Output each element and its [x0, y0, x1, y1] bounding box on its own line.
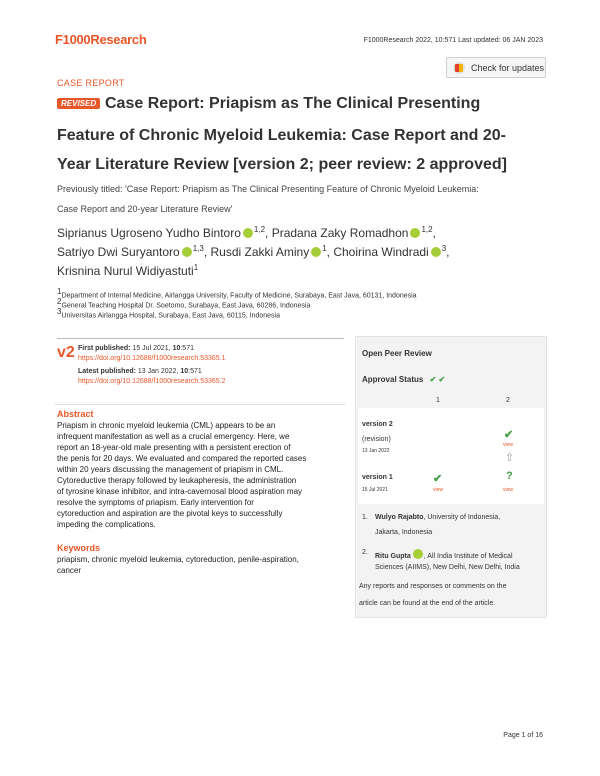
version-2-label[interactable]: version 2: [362, 421, 393, 428]
check-icon: ✔: [438, 375, 446, 384]
abstract-line: of tyrosine kinase inhibitor, and intra-cavernosal blood aspiration may: [57, 487, 303, 496]
affiliation-3: [57, 307, 280, 319]
reviewer-number: 1.: [362, 514, 368, 521]
reviewer-name[interactable]: Ritu Gupta: [375, 553, 411, 560]
abstract-line: Cytoreductive therapy followed by leukapheresis, the administration: [57, 476, 297, 485]
peer-review-heading: Open Peer Review: [362, 349, 432, 358]
first-published-label: First published:: [78, 345, 131, 352]
abstract-line: cytoreduction and aspiration are the pivotal keys to successfully: [57, 509, 283, 518]
view-report-link[interactable]: view: [503, 487, 514, 493]
revised-badge: REVISED: [57, 98, 100, 109]
orcid-icon[interactable]: [431, 247, 441, 257]
author-name[interactable]: Choirina Windradi: [333, 245, 429, 259]
reviewer-1: [375, 514, 500, 521]
abstract-heading: Abstract: [57, 409, 94, 419]
previous-title-line-2: Case Report and 20-year Literature Review': [57, 204, 233, 214]
affil-num: 1: [57, 287, 62, 296]
page-number: Page 1 of 16: [503, 732, 543, 739]
latest-published-date: 13 Jan 2022,: [137, 368, 179, 375]
reviewer-number: 2.: [362, 549, 368, 556]
authors-line-3: [57, 263, 198, 278]
question-icon: ?: [506, 470, 513, 482]
first-published-date: 15 Jul 2021,: [132, 345, 171, 352]
abstract-line: Priapism in chronic myeloid leukemia (CML) appears to be an: [57, 421, 276, 430]
orcid-icon[interactable]: [413, 549, 423, 559]
orcid-icon[interactable]: [243, 228, 253, 238]
citation-header: F1000Research 2022, 10:571 Last updated: 06 JAN 2023: [363, 37, 543, 44]
orcid-icon[interactable]: [410, 228, 420, 238]
orcid-icon[interactable]: [311, 247, 321, 257]
version-2-sub: (revision): [362, 436, 391, 443]
view-report-link[interactable]: view: [503, 442, 514, 448]
abstract-line: report an 18-year-old male presenting with a persistent erection of: [57, 443, 291, 452]
affil-text: General Teaching Hospital Dr. Soetomo, Surabaya, East Java, 60286, Indonesia: [61, 302, 311, 310]
author-name[interactable]: Siprianus Ugroseno Yudho Bintoro: [57, 226, 241, 240]
version-badge: v2: [57, 344, 75, 361]
check-icon: ✔: [429, 375, 437, 384]
version-1-label[interactable]: version 1: [362, 474, 393, 481]
affil-text: Universitas Airlangga Hospital, Surabaya, East Java, 60115, Indonesia: [61, 312, 281, 320]
latest-published-page: :571: [188, 368, 202, 375]
first-published-volume: 10: [172, 345, 181, 352]
arrow-up-icon: ⇧: [505, 452, 515, 464]
check-icon: ✔: [504, 429, 514, 441]
peer-review-note-line: article can be found at the end of the article.: [359, 600, 496, 607]
affil-text: Department of Internal Medicine, Airlangga University, Faculty of Medicine, Surabaya, East Java, 60131, Indonesia: [61, 292, 417, 300]
view-report-link[interactable]: view: [433, 487, 444, 493]
reviewer-affiliation: , All India Institute of Medical: [423, 553, 513, 560]
first-published-page: :571: [180, 345, 194, 352]
reviewer-col-1: 1: [436, 397, 440, 404]
authors-line-2: Satriyo Dwi Suryantoro $^{1,3}$, Rusdi Zakki Aminy $^1$, Choirina Windradi $^3$,: [57, 244, 450, 259]
authors-line-1: Siprianus Ugroseno Yudho Bintoro $^{1,2}$, Pradana Zaky Romadhon $^{1,2}$,: [57, 225, 436, 240]
latest-published-volume: 10: [180, 368, 189, 375]
divider: [57, 338, 344, 339]
peer-review-note-line: Any reports and responses or comments on the: [359, 583, 507, 590]
abstract-line: impeding the complications.: [57, 520, 156, 529]
abstract-line: resolve the symptoms of priapism. Early intervention for: [57, 498, 254, 507]
check-icon: ✔: [433, 473, 443, 485]
abstract-line: the penis for 20 days. We evaluated and compared the reported cases: [57, 454, 307, 463]
latest-doi-link[interactable]: https://doi.org/10.12688/f1000research.53365.2: [78, 378, 226, 385]
author-affil-sup: 1,2: [253, 225, 266, 234]
previous-title-line-1: Previously titled: 'Case Report: Priapism as The Clinical Presenting Feature of Chronic Myeloid Leukemia:: [57, 184, 479, 194]
keywords-line: cancer: [57, 566, 82, 575]
keywords-line: priapism, chronic myeloid leukemia, cytoreduction, penile-aspiration,: [57, 555, 299, 564]
author-affil-sup: 1,3: [192, 244, 204, 253]
latest-published: [78, 368, 202, 375]
author-affil-sup: 1: [193, 263, 199, 272]
author-name[interactable]: Rusdi Zakki Aminy: [210, 245, 310, 259]
abstract-line: infrequent manifestation as well as a crucial emergency. Here, we: [57, 432, 290, 441]
version-2-date: 13 Jan 2022: [362, 448, 390, 454]
author-affil-sup: 1,2: [421, 225, 433, 234]
author-name[interactable]: Krisnina Nurul Widiyastuti: [57, 264, 194, 278]
article-type-label: CASE REPORT: [57, 78, 125, 88]
author-name[interactable]: Pradana Zaky Romadhon: [271, 226, 409, 240]
reviewer-col-2: 2: [506, 397, 510, 404]
reviewer-name[interactable]: Wulyo Rajabto: [375, 514, 424, 521]
author-affil-sup: 3: [441, 244, 447, 253]
title-line-1: Case Report: Priapism as The Clinical Presenting: [105, 95, 481, 112]
approval-status: [362, 375, 445, 384]
abstract-line: within 20 years discussing the management of priapism in CML.: [57, 465, 284, 474]
orcid-icon[interactable]: [182, 247, 192, 257]
first-published: [78, 345, 194, 352]
check-for-updates-label: Check for updates: [471, 62, 545, 73]
crossmark-icon: [453, 62, 465, 74]
title-line-2: Feature of Chronic Myeloid Leukemia: Case Report and 20-: [57, 127, 506, 144]
keywords-heading: Keywords: [57, 543, 101, 553]
check-for-updates-button[interactable]: [446, 57, 546, 78]
title-line-3: Year Literature Review [version 2; peer review: 2 approved]: [57, 156, 507, 173]
journal-logo: F1000Research: [55, 32, 147, 47]
author-name[interactable]: Satriyo Dwi Suryantoro: [57, 245, 180, 259]
affil-num: 2: [57, 297, 62, 306]
version-1-date: 15 Jul 2021: [362, 487, 388, 493]
reviewer-1-affiliation-2: Jakarta, Indonesia: [375, 529, 433, 536]
reviewer-2: [375, 549, 513, 560]
first-doi-link[interactable]: https://doi.org/10.12688/f1000research.53365.1: [78, 355, 226, 362]
author-affil-sup: 1: [322, 244, 327, 253]
reviewer-2-affiliation-2: Sciences (AIIMS), New Delhi, New Delhi, India: [375, 564, 520, 571]
latest-published-label: Latest published:: [78, 368, 136, 375]
approval-status-label: Approval Status: [362, 375, 424, 384]
affil-num: 3: [57, 307, 62, 316]
reviewer-affiliation: , University of Indonesia,: [423, 514, 501, 521]
